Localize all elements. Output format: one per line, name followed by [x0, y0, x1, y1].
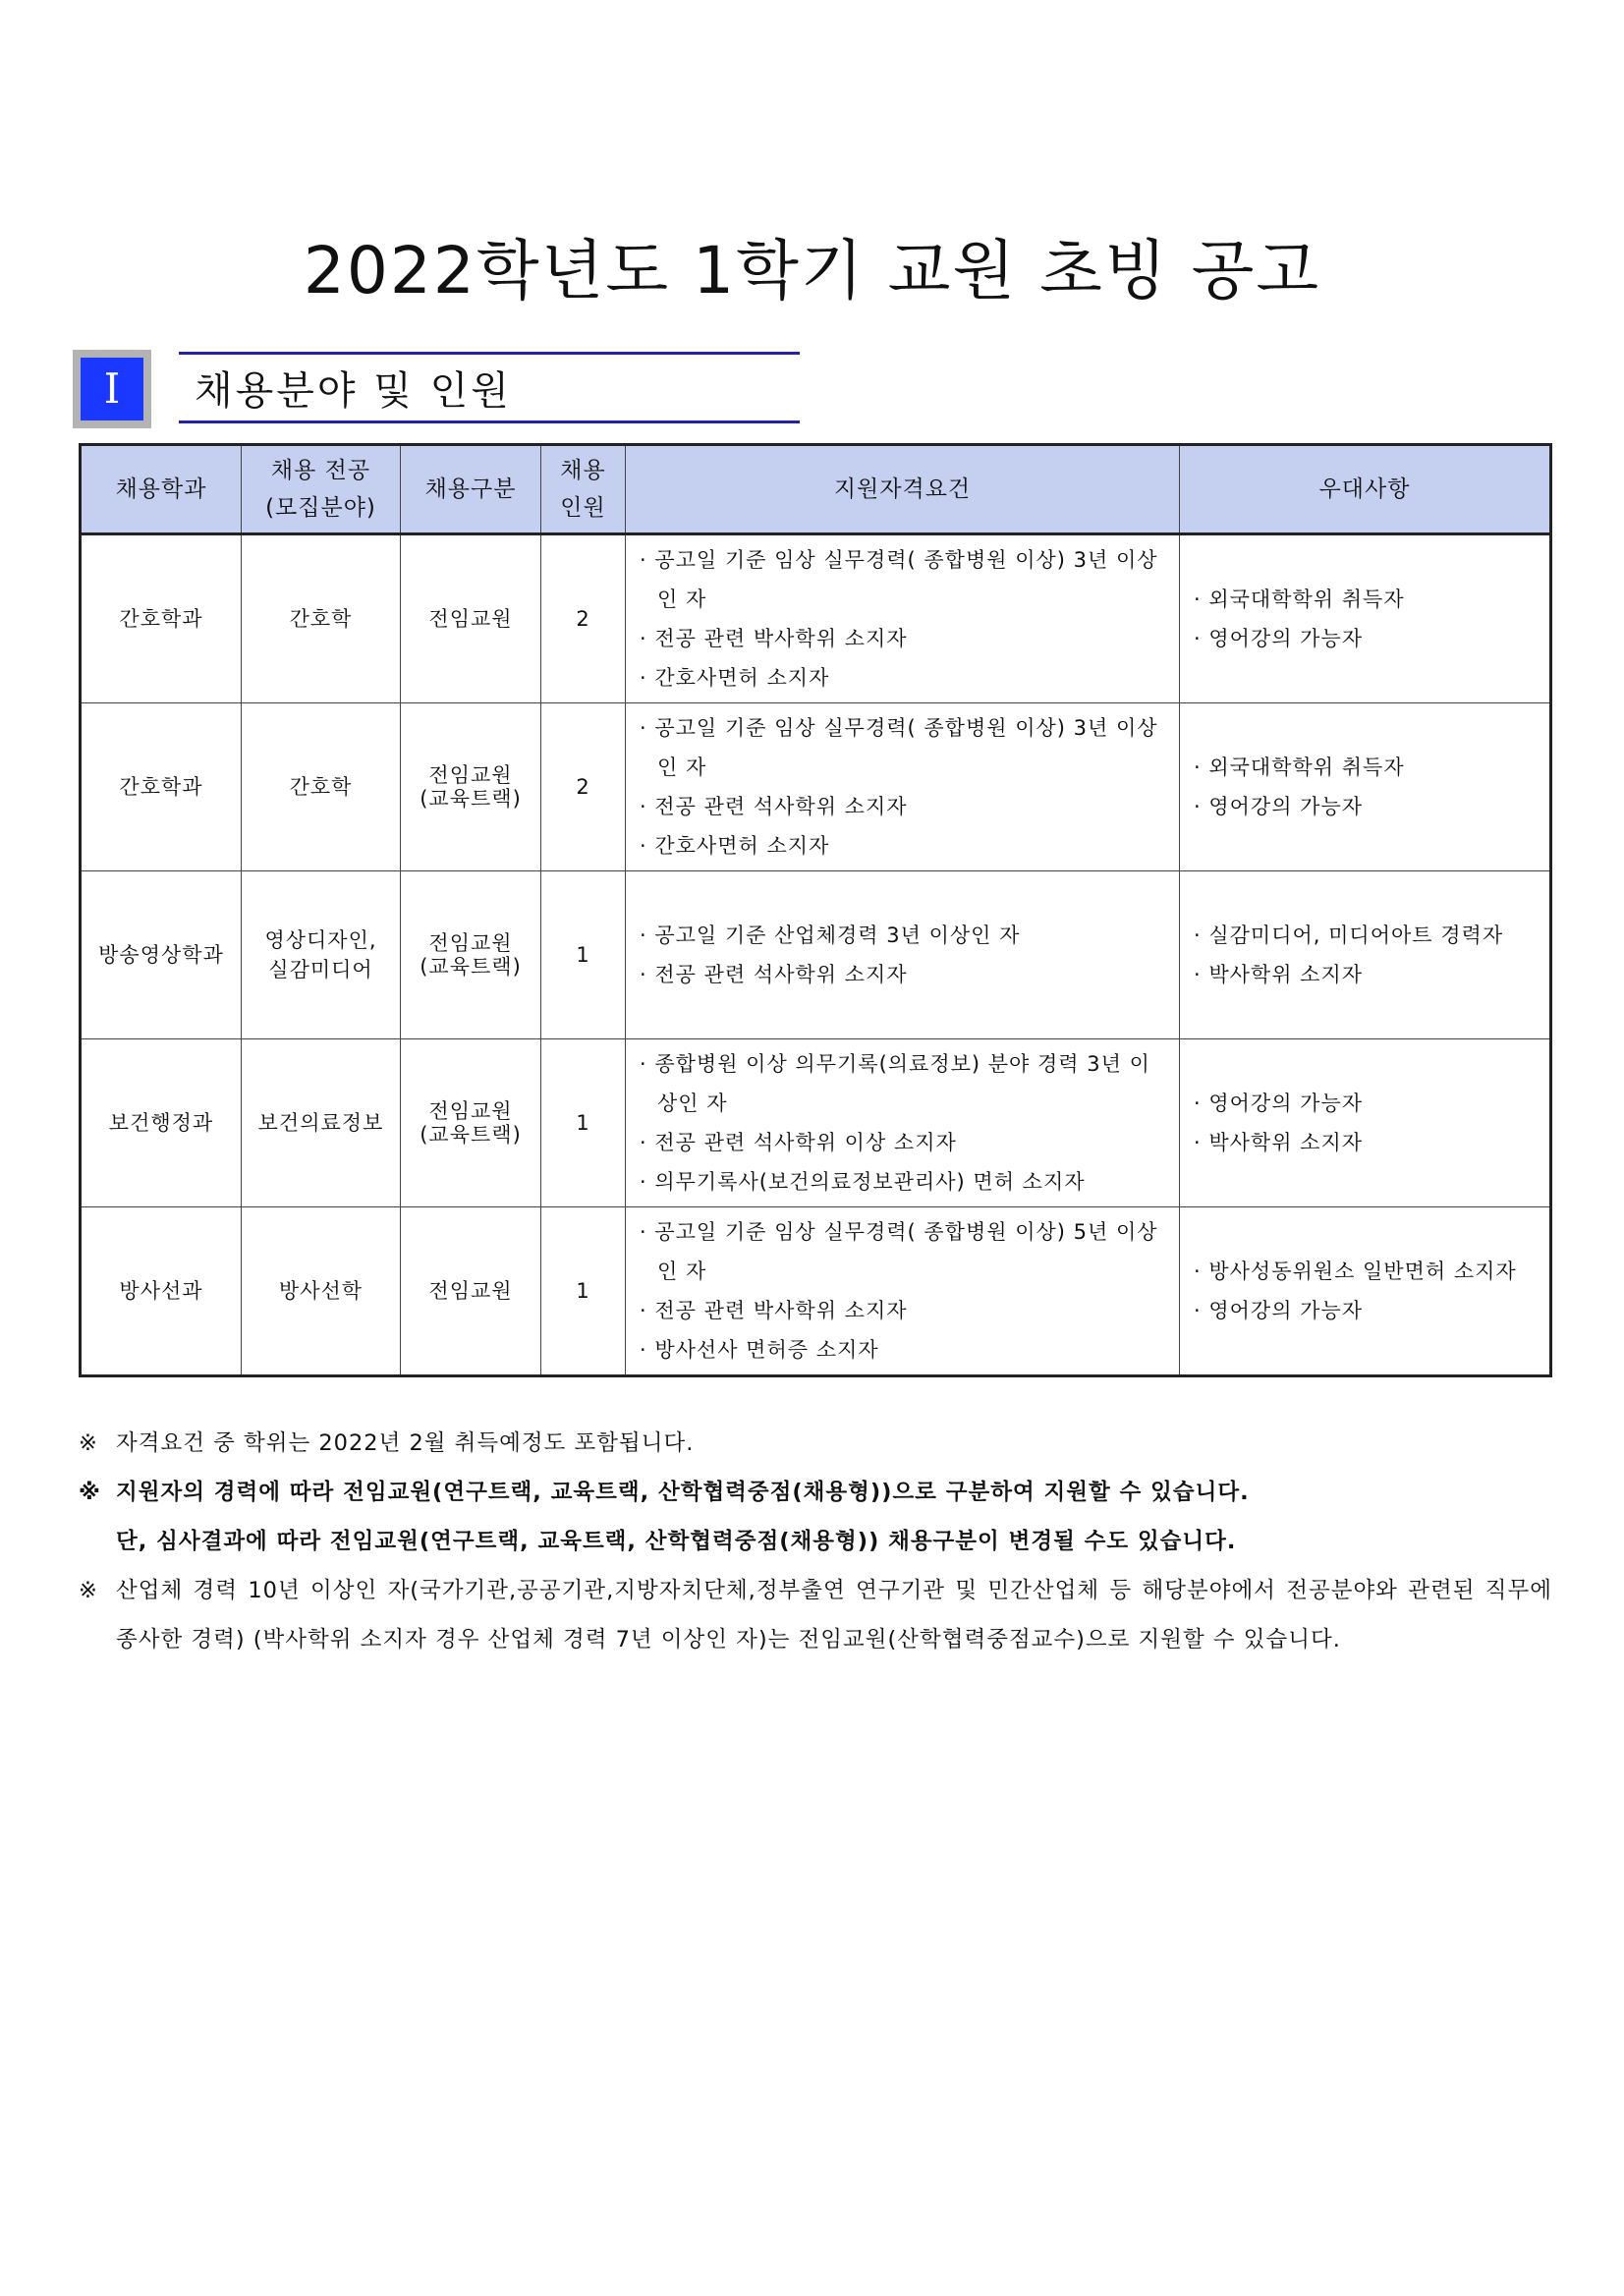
note-item	[79, 1419, 1552, 1468]
cell-qualification	[626, 1207, 1180, 1376]
notes-section	[79, 1419, 1552, 1664]
cell-dept: 보건행정과	[81, 1039, 242, 1207]
preference-item: · 실감미디어, 미디어아트 경력자	[1194, 916, 1536, 955]
qualification-item: · 종합병원 이상 의무기록(의료정보) 분야 경력 3년 이상인 자	[640, 1044, 1165, 1123]
note-mark: ※	[79, 1480, 101, 1505]
qualification-item: · 공고일 기준 산업체경력 3년 이상인 자	[640, 916, 1165, 955]
note-text: 자격요건 중 학위는 2022년 2월 취득예정도 포함됩니다.	[116, 1430, 695, 1456]
cell-major: 보건의료정보	[242, 1039, 401, 1207]
table-row	[81, 1039, 1551, 1207]
preference-item: · 영어강의 가능자	[1194, 787, 1536, 826]
section-header	[73, 350, 800, 432]
header-preference: 우대사항	[1180, 445, 1551, 534]
preference-item: · 박사학위 소지자	[1194, 1123, 1536, 1162]
cell-qualification	[626, 534, 1180, 703]
note-item	[79, 1566, 1552, 1664]
preference-item: · 영어강의 가능자	[1194, 619, 1536, 658]
cell-type: 전임교원 (교육트랙)	[401, 1039, 541, 1207]
cell-qualification	[626, 1039, 1180, 1207]
table-body	[81, 534, 1551, 1376]
cell-type: 전임교원	[401, 1207, 541, 1376]
table-row	[81, 534, 1551, 703]
header-dept: 채용학과	[81, 445, 242, 534]
note-item	[79, 1468, 1552, 1517]
cell-major: 영상디자인, 실감미디어	[242, 871, 401, 1039]
cell-qualification	[626, 703, 1180, 871]
table-row	[81, 871, 1551, 1039]
qualification-item: · 공고일 기준 임상 실무경력( 종합병원 이상) 5년 이상인 자	[640, 1212, 1165, 1291]
note-text: 산업체 경력 10년 이상인 자(국가기관,공공기관,지방자치단체,정부출연 연구기관 및 민간산업체 등 해당분야에서 전공분야와 관련된 직무에 종사한 경력) (박사학위 소지자 경우 산업체 경력 7년 이상인 자)는 전임교원(산학협력중점교수)으로 지원할 수 있습니다.	[116, 1578, 1552, 1652]
qualification-item: · 전공 관련 석사학위 이상 소지자	[640, 1123, 1165, 1162]
header-qualification: 지원자격요건	[626, 445, 1180, 534]
qualification-item: · 전공 관련 석사학위 소지자	[640, 787, 1165, 826]
section-title: 채용분야 및 인원	[195, 368, 512, 414]
note-text: 지원자의 경력에 따라 전임교원(연구트랙, 교육트랙, 산학협력중점(채용형))으로 구분하여 지원할 수 있습니다.	[116, 1480, 1250, 1505]
cell-major: 간호학	[242, 703, 401, 871]
cell-count: 1	[541, 871, 626, 1039]
preference-item: · 영어강의 가능자	[1194, 1291, 1536, 1330]
table-header-row	[81, 445, 1551, 534]
cell-preference	[1180, 534, 1551, 703]
qualification-item: · 간호사면허 소지자	[640, 826, 1165, 866]
cell-major: 간호학	[242, 534, 401, 703]
header-count: 채용 인원	[541, 445, 626, 534]
section-divider-top	[179, 352, 800, 355]
qualification-item: · 공고일 기준 임상 실무경력( 종합병원 이상) 3년 이상인 자	[640, 708, 1165, 787]
qualification-item: · 의무기록사(보건의료정보관리사) 면허 소지자	[640, 1162, 1165, 1202]
cell-type: 전임교원 (교육트랙)	[401, 703, 541, 871]
header-type: 채용구분	[401, 445, 541, 534]
cell-count: 1	[541, 1207, 626, 1376]
note-mark: ※	[79, 1578, 98, 1603]
section-number-box	[73, 350, 151, 428]
cell-preference	[1180, 1039, 1551, 1207]
page-title: 2022학년도 1학기 교원 초빙 공고	[303, 233, 1321, 308]
qualification-item: · 간호사면허 소지자	[640, 658, 1165, 698]
qualification-item: · 전공 관련 박사학위 소지자	[640, 619, 1165, 658]
cell-count: 1	[541, 1039, 626, 1207]
section-divider-bottom	[179, 420, 800, 423]
header-major: 채용 전공 (모집분야)	[242, 445, 401, 534]
preference-item: · 영어강의 가능자	[1194, 1084, 1536, 1123]
cell-dept: 간호학과	[81, 534, 242, 703]
table-row	[81, 1207, 1551, 1376]
cell-count: 2	[541, 534, 626, 703]
table-row	[81, 703, 1551, 871]
recruitment-table	[79, 443, 1552, 1377]
cell-preference	[1180, 1207, 1551, 1376]
cell-dept: 간호학과	[81, 703, 242, 871]
cell-count: 2	[541, 703, 626, 871]
cell-dept: 방송영상학과	[81, 871, 242, 1039]
cell-preference	[1180, 703, 1551, 871]
cell-dept: 방사선과	[81, 1207, 242, 1376]
preference-item: · 외국대학학위 취득자	[1194, 748, 1536, 787]
note-item	[79, 1517, 1552, 1566]
qualification-item: · 공고일 기준 임상 실무경력( 종합병원 이상) 3년 이상인 자	[640, 540, 1165, 619]
cell-type: 전임교원	[401, 534, 541, 703]
qualification-item: · 전공 관련 석사학위 소지자	[640, 955, 1165, 994]
cell-type: 전임교원 (교육트랙)	[401, 871, 541, 1039]
preference-item: · 외국대학학위 취득자	[1194, 580, 1536, 619]
note-mark: ※	[79, 1430, 98, 1456]
cell-qualification	[626, 871, 1180, 1039]
preference-item: · 박사학위 소지자	[1194, 955, 1536, 994]
note-text: 단, 심사결과에 따라 전임교원(연구트랙, 교육트랙, 산학협력중점(채용형)) 채용구분이 변경될 수도 있습니다.	[116, 1529, 1237, 1554]
cell-preference	[1180, 871, 1551, 1039]
qualification-item: · 전공 관련 박사학위 소지자	[640, 1291, 1165, 1330]
preference-item: · 방사성동위원소 일반면허 소지자	[1194, 1252, 1536, 1291]
section-number: I	[81, 358, 143, 420]
cell-major: 방사선학	[242, 1207, 401, 1376]
qualification-item: · 방사선사 면허증 소지자	[640, 1330, 1165, 1370]
